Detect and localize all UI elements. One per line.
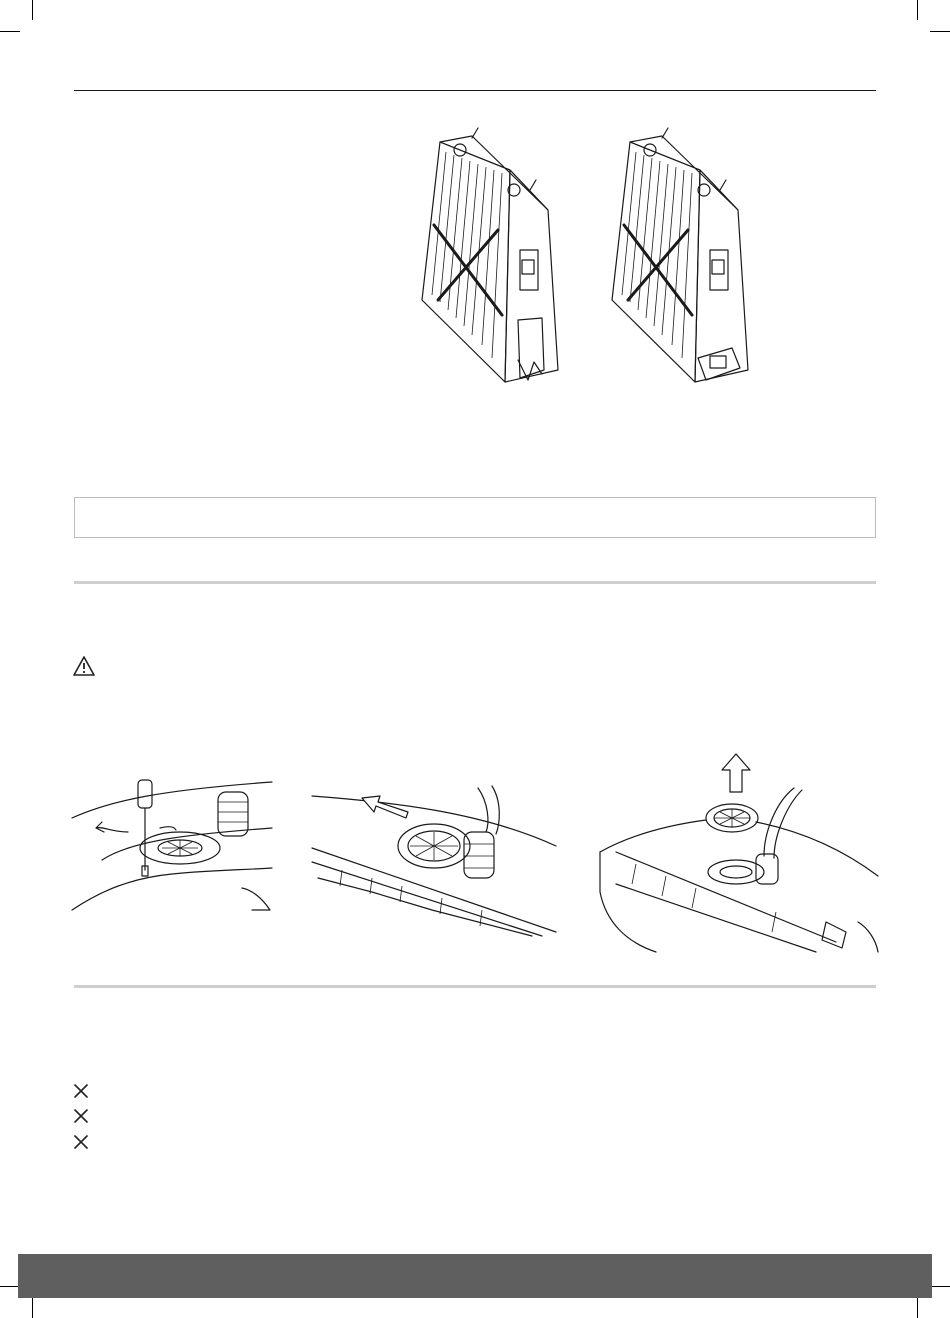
warning-triangle-icon	[72, 655, 96, 677]
section-divider	[74, 985, 876, 988]
crop-mark	[32, 0, 33, 20]
cross-icon	[73, 1108, 89, 1124]
crop-mark	[930, 1286, 950, 1287]
section-divider	[74, 581, 876, 584]
crop-mark	[930, 31, 950, 32]
step-2-figure	[312, 782, 558, 937]
filter-left	[422, 128, 558, 382]
crop-mark	[0, 31, 20, 32]
crop-mark	[917, 1298, 918, 1318]
cross-icon	[73, 1083, 89, 1099]
crop-mark	[917, 0, 918, 20]
header-rule	[74, 90, 876, 91]
footer-bar	[18, 1254, 932, 1298]
cross-icon	[73, 1134, 89, 1150]
filter-panels-figure	[410, 130, 750, 390]
crop-mark	[32, 1298, 33, 1318]
filter-right	[612, 128, 748, 382]
step-3-figure	[596, 752, 882, 956]
note-box	[74, 497, 876, 538]
crop-mark	[0, 1286, 20, 1287]
step-1-figure	[72, 770, 274, 920]
